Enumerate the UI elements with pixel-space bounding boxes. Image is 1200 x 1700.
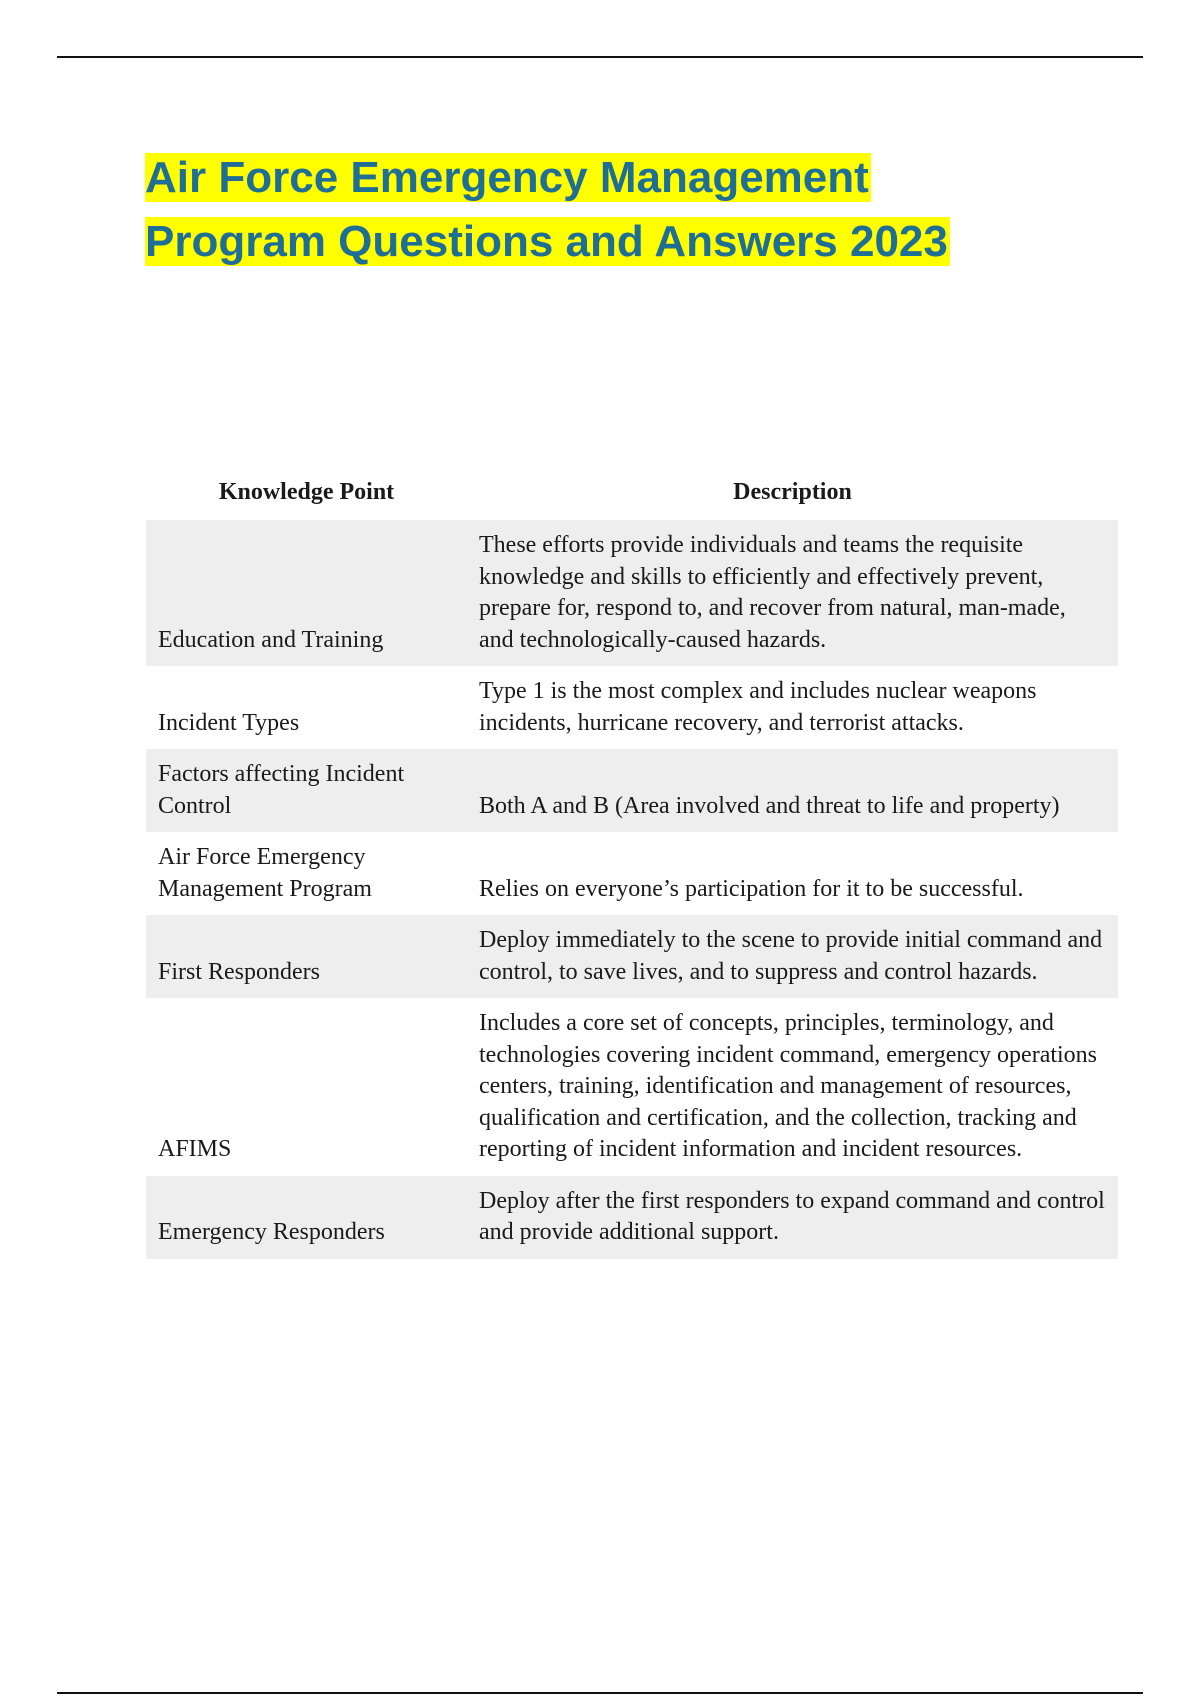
row-description: Type 1 is the most complex and includes nuclear weapons incidents, hurricane recovery, and terrorist attacks. [479,678,1037,736]
row-term: Incident Types [158,709,300,736]
table-row [146,832,1118,915]
row-description: These efforts provide individuals and teams the requisite knowledge and skills to efficiently and effectively prevent, prepare for, respond to, and recover from natural, man-made, and technologically-caused hazards. [467,520,1118,666]
row-term: Emergency Responders [146,1176,467,1259]
table-row [146,520,1118,666]
table-row [146,749,1118,832]
page-title [145,146,1045,274]
row-term: Air Force Emergency Management Program [158,844,372,902]
title-line-2: Program Questions and Answers 2023 [145,217,948,266]
header-rule [57,56,1143,58]
row-description: Includes a core set of concepts, principles, terminology, and technologies covering incident command, emergency operations centers, training, identification and management of resources, qualification and certification, and the collection, tracking and reporting of incident information and incident resources. [479,1010,1098,1162]
row-description: Deploy after the first responders to expand command and control and provide additional support. [467,1176,1118,1259]
row-description: Deploy immediately to the scene to provide initial command and control, to save lives, and to suppress and control hazards. [467,915,1118,998]
table-header-row [146,470,1118,520]
table-row [146,1176,1118,1259]
row-term: First Responders [146,915,467,998]
column-header-knowledge-point: Knowledge Point [218,478,395,505]
table-row [146,915,1118,998]
table-row [146,998,1118,1176]
table-row [146,666,1118,749]
row-term: Factors affecting Incident Control [146,749,467,832]
column-header-description: Description [733,478,852,505]
knowledge-table [146,470,1118,1259]
footer-rule [57,1692,1143,1694]
row-term: AFIMS [158,1136,232,1162]
title-line-1: Air Force Emergency Management [145,153,869,202]
row-description: Relies on everyone’s participation for it to be successful. [479,875,1024,902]
row-term: Education and Training [146,520,467,666]
row-description: Both A and B (Area involved and threat to life and property) [467,749,1118,832]
